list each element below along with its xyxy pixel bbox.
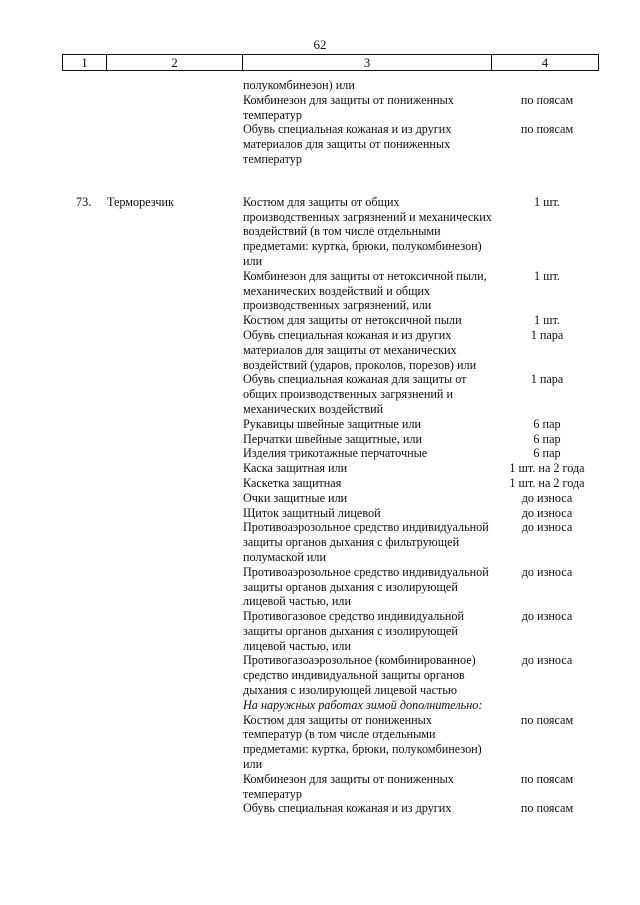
item-name: Комбинезон для защиты от пониженных температур <box>243 92 454 122</box>
table-row <box>0 461 640 476</box>
table-row <box>0 520 640 564</box>
item-name: Противоаэрозольное средство индивидуальной защиты органов дыхания с фильтрующей полумаской или <box>243 520 489 564</box>
table-row <box>0 446 640 461</box>
table-row <box>0 313 640 328</box>
item-name: Каска защитная или <box>243 461 348 476</box>
item-name: Перчатки швейные защитные, или <box>243 431 423 446</box>
item-quantity: до износа <box>521 505 573 520</box>
item-quantity: по поясам <box>520 92 574 107</box>
item-name: Щиток защитный лицевой <box>243 505 381 520</box>
item-name: Обувь специальная кожаная и из других <box>243 801 452 816</box>
table-row <box>0 476 640 491</box>
item-quantity: по поясам <box>520 771 574 786</box>
table-row <box>0 195 640 269</box>
page-number: 62 <box>313 37 327 52</box>
table-row <box>0 565 640 609</box>
item-name: Противогазовое средство индивидуальной защиты органов дыхания с изолирующей лицевой частью, или <box>243 609 465 653</box>
item-name: Обувь специальная кожаная для защиты от общих производственных загрязнений и механических воздействий <box>243 372 467 416</box>
item-quantity: 1 шт. <box>534 313 560 328</box>
table-row <box>0 432 640 447</box>
item-quantity: 1 пара <box>530 372 564 387</box>
item-quantity: до износа <box>521 490 573 505</box>
item-quantity: до износа <box>521 653 573 668</box>
item-name: Очки защитные или <box>243 490 348 505</box>
table-row <box>0 772 640 802</box>
table-row <box>0 328 640 372</box>
entry-profession: Терморезчик <box>107 194 174 209</box>
item-name: Рукавицы швейные защитные или <box>243 416 421 431</box>
item-name: Костюм для защиты от нетоксичной пыли <box>243 313 462 328</box>
item-quantity: до износа <box>521 564 573 579</box>
item-quantity: 1 шт. на 2 года <box>509 475 585 490</box>
section-note: На наружных работах зимой дополнительно: <box>243 697 483 712</box>
item-name: Обувь специальная кожаная и из других материалов для защиты от механических воздействий (ударов, проколов, порезов) или <box>243 327 477 372</box>
item-quantity: 1 пара <box>530 327 564 342</box>
table-row <box>0 491 640 506</box>
item-name: Костюм для защиты от общих производственных загрязнений и механических воздействий (в том числе отдельными предметами: куртка, брюки, полукомбинезон) или <box>243 194 492 268</box>
entry-number: 73. <box>76 194 92 209</box>
item-quantity: до износа <box>521 609 573 624</box>
table-row <box>0 609 640 653</box>
item-name: Каскетка защитная <box>243 475 342 490</box>
item-name: Комбинезон для защиты от нетоксичной пыли, механических воздействий и общих производственных загрязнений, или <box>243 268 487 313</box>
item-name: Противогазоаэрозольное (комбинированное) средство индивидуальной защиты органов дыхания с изолирующей лицевой частью <box>243 653 476 698</box>
item-quantity: до износа <box>521 520 573 535</box>
item-quantity: 6 пар <box>533 446 561 461</box>
item-quantity: 6 пар <box>533 431 561 446</box>
table-row <box>0 698 640 713</box>
header-col-4: 4 <box>491 55 598 70</box>
item-name: Противоаэрозольное средство индивидуальной защиты органов дыхания с изолирующей лицевой частью, или <box>243 564 489 609</box>
item-quantity: по поясам <box>520 712 574 727</box>
item-quantity: 6 пар <box>533 416 561 431</box>
item-name: Обувь специальная кожаная и из других материалов для защиты от пониженных температур <box>243 122 452 166</box>
item-name: Костюм для защиты от пониженных температур (в том числе отдельными предметами: куртка, брюки, полукомбинезон) или <box>243 712 482 772</box>
header-col-2: 2 <box>106 55 242 70</box>
table-row <box>0 269 640 313</box>
table-body <box>0 78 640 816</box>
header-col-3: 3 <box>242 55 491 70</box>
item-name: полукомбинезон) или <box>243 78 355 92</box>
item-name: Комбинезон для защиты от пониженных температур <box>243 771 454 801</box>
item-quantity: по поясам <box>520 801 574 816</box>
header-col-1: 1 <box>81 55 88 70</box>
table-row <box>0 713 640 772</box>
table-row <box>0 653 640 697</box>
table-row <box>0 417 640 432</box>
table-row <box>0 506 640 521</box>
table-header <box>62 54 599 71</box>
table-row <box>0 122 640 166</box>
table-row <box>0 78 640 93</box>
item-name: Изделия трикотажные перчаточные <box>243 446 428 461</box>
item-quantity: 1 шт. <box>534 194 560 209</box>
item-quantity: 1 шт. на 2 года <box>509 461 585 476</box>
item-quantity: по поясам <box>520 122 574 137</box>
table-row <box>0 801 640 816</box>
table-row <box>0 93 640 123</box>
table-row <box>0 372 640 416</box>
item-quantity: 1 шт. <box>534 268 560 283</box>
